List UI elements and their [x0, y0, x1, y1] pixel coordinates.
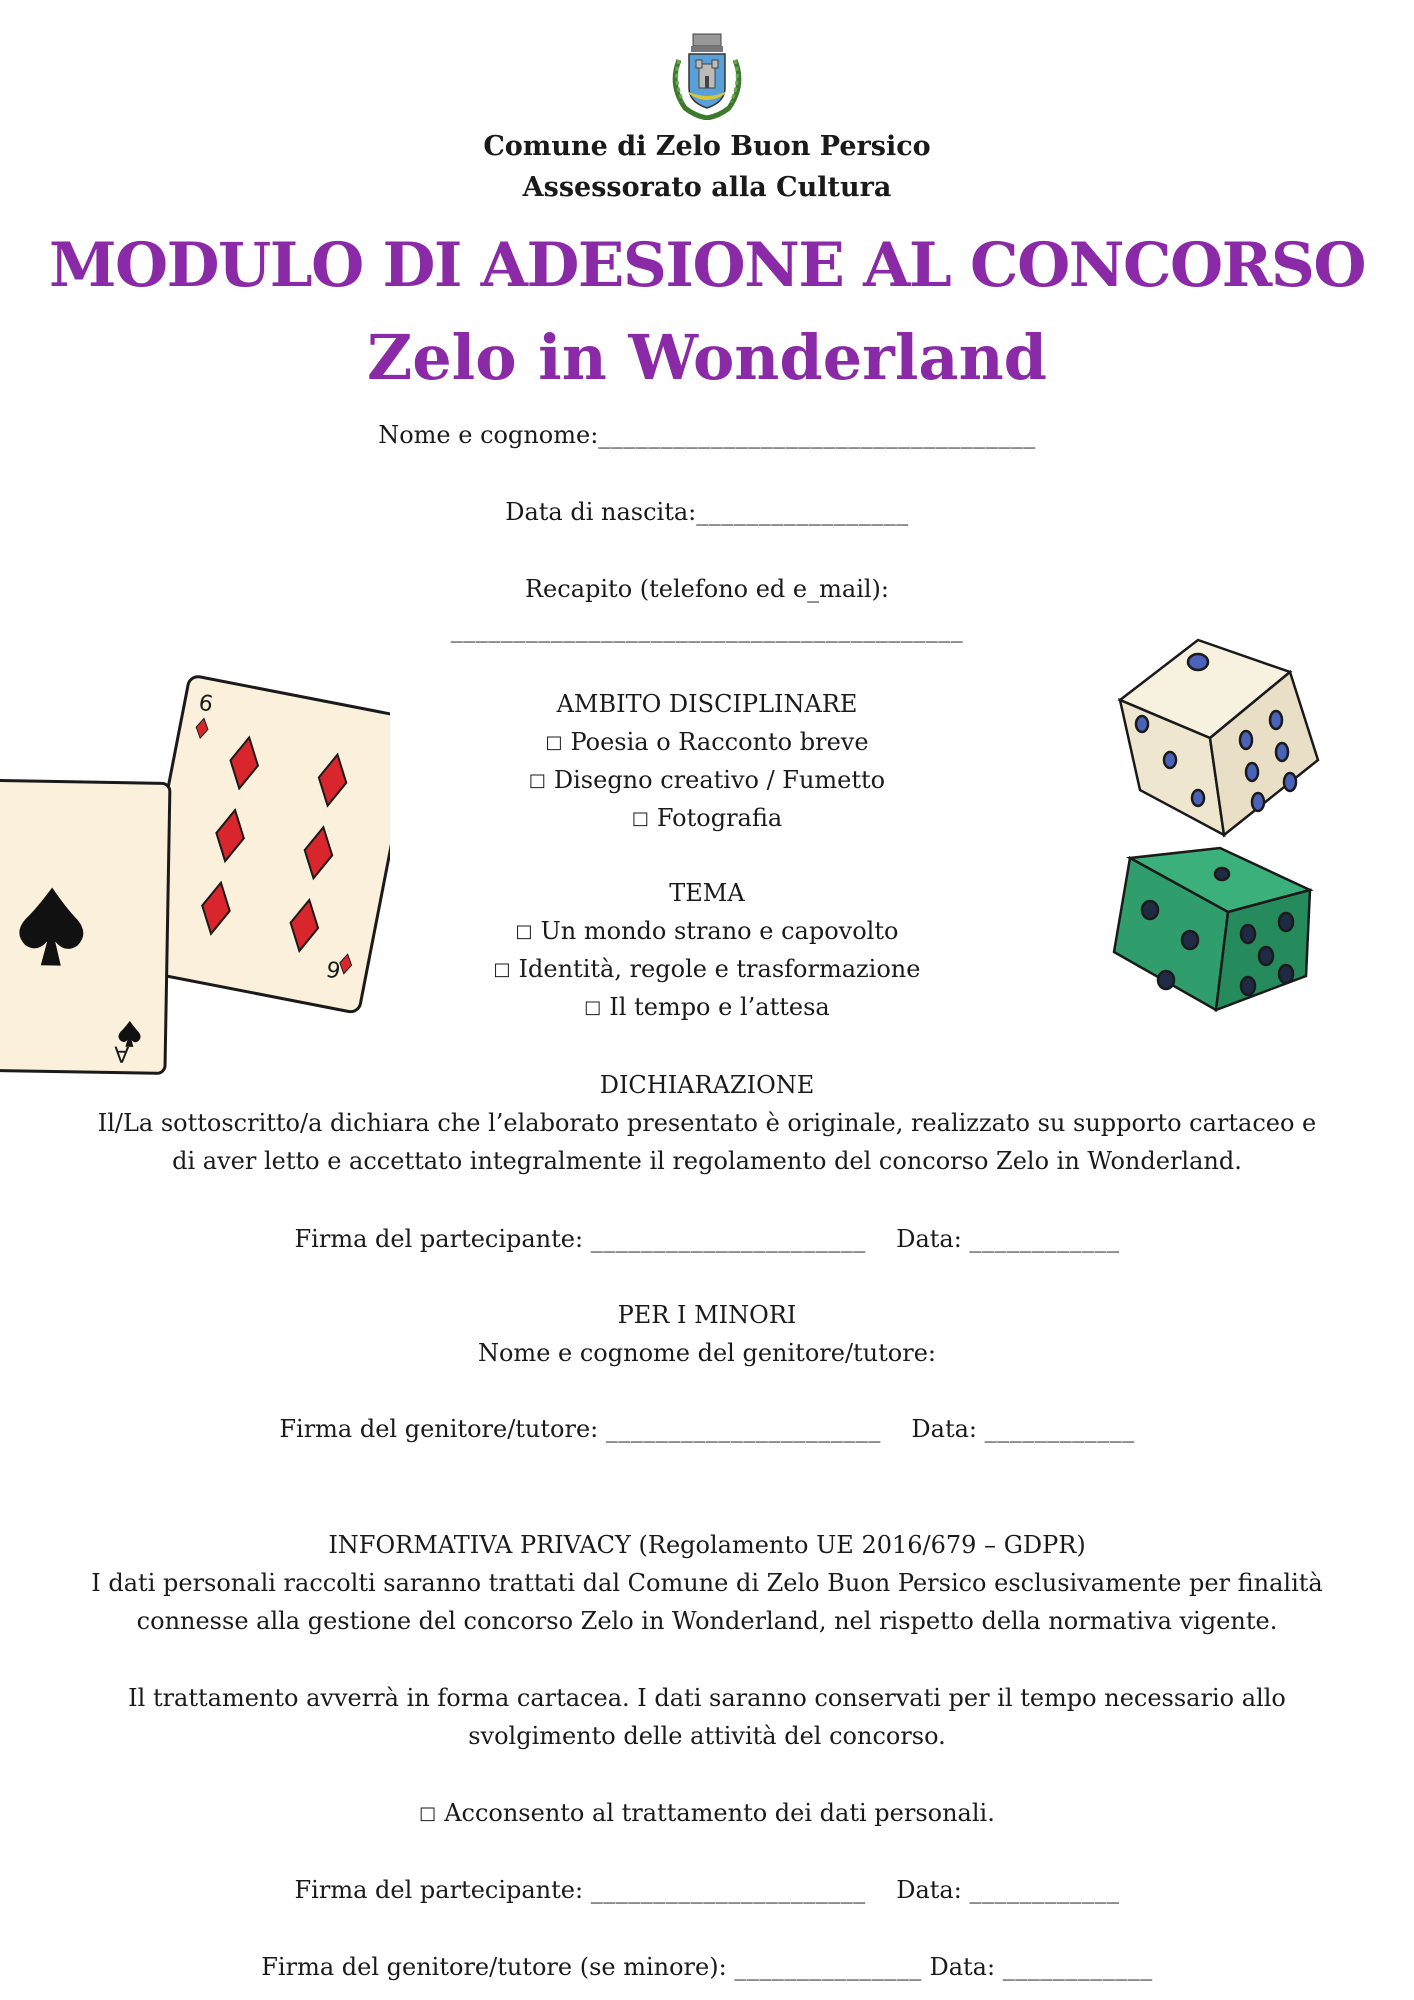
- tema-option-mondo[interactable]: [0, 914, 1414, 951]
- date-label: Data:: [896, 1225, 962, 1253]
- contest-name: Zelo in Wonderland: [366, 321, 1048, 394]
- tema-option-tempo[interactable]: [0, 990, 1414, 1027]
- date-label: Data:: [929, 1953, 996, 1981]
- date-label: Data:: [896, 1876, 962, 1904]
- signature-blank[interactable]: ______________________: [590, 1876, 866, 1904]
- name-blank[interactable]: ___________________________________: [598, 421, 1036, 449]
- date-blank[interactable]: ____________: [969, 1225, 1120, 1253]
- guardian-signature-blank[interactable]: ______________________: [605, 1415, 881, 1443]
- dichiarazione-text-1: Il/La sottoscritto/a dichiara che l’elaborato presentato è originale, realizzato su supporto cartaceo e: [97, 1109, 1317, 1137]
- checkbox-icon[interactable]: □: [528, 770, 546, 791]
- privacy-para1-line1: I dati personali raccolti saranno trattati dal Comune di Zelo Buon Persico esclusivamente per finalità: [91, 1569, 1323, 1597]
- participant-signature-row: [0, 1222, 1414, 1256]
- privacy-consent-label: Acconsento al trattamento dei dati personali.: [444, 1799, 995, 1827]
- date-blank[interactable]: ____________: [984, 1415, 1135, 1443]
- signature-label: Firma del partecipante:: [294, 1876, 584, 1904]
- ambito-option-label: Poesia o Racconto breve: [570, 728, 869, 756]
- signature-blank[interactable]: ______________________: [590, 1225, 866, 1253]
- checkbox-icon[interactable]: □: [493, 959, 511, 980]
- ambito-heading: AMBITO DISCIPLINARE: [556, 690, 858, 718]
- birth-date-field[interactable]: [0, 495, 1414, 529]
- birth-date-blank[interactable]: _________________: [696, 498, 909, 526]
- privacy-participant-signature-row: [0, 1873, 1414, 1907]
- date-blank[interactable]: ____________: [1002, 1953, 1153, 1981]
- privacy-para1-line2: connesse alla gestione del concorso Zelo in Wonderland, nel rispetto della normativa vigente.: [136, 1607, 1278, 1635]
- ambito-option-label: Disegno creativo / Fumetto: [553, 766, 886, 794]
- municipal-coat-of-arms-icon: [665, 30, 749, 120]
- checkbox-icon[interactable]: □: [545, 732, 563, 753]
- dichiarazione-text-2: di aver letto e accettato integralmente il regolamento del concorso Zelo in Wonderland.: [172, 1147, 1242, 1175]
- tema-option-label: Identità, regole e trasformazione: [518, 955, 921, 983]
- ambito-option-label: Fotografia: [656, 804, 783, 832]
- privacy-para2-line1: Il trattamento avverrà in forma cartacea. I dati saranno conservati per il tempo necessario allo: [128, 1684, 1286, 1712]
- svg-text:6: 6: [324, 954, 343, 982]
- guardian-signature-row: [0, 1412, 1414, 1446]
- guardian-signature-label: Firma del genitore/tutore:: [279, 1415, 599, 1443]
- checkbox-icon[interactable]: □: [631, 808, 649, 829]
- checkbox-icon[interactable]: □: [419, 1803, 437, 1824]
- department-name: Assessorato alla Cultura: [522, 172, 892, 203]
- contact-label: Recapito (telefono ed e_mail):: [524, 575, 889, 603]
- checkbox-icon[interactable]: □: [584, 997, 602, 1018]
- name-field[interactable]: [0, 418, 1414, 452]
- form-title: MODULO DI ADESIONE AL CONCORSO: [48, 230, 1366, 301]
- privacy-heading: INFORMATIVA PRIVACY (Regolamento UE 2016/679 – GDPR): [328, 1531, 1086, 1559]
- privacy-para2-line2: svolgimento delle attività del concorso.: [468, 1722, 946, 1750]
- guardian-signature-label: Firma del genitore/tutore (se minore):: [261, 1953, 727, 1981]
- guardian-signature-blank[interactable]: _______________: [734, 1953, 922, 1981]
- date-label: Data:: [911, 1415, 977, 1443]
- minori-heading: PER I MINORI: [617, 1301, 797, 1329]
- birth-date-label: Data di nascita:: [505, 498, 697, 526]
- dichiarazione-heading: DICHIARAZIONE: [599, 1071, 815, 1099]
- name-label: Nome e cognome:: [378, 421, 599, 449]
- cream-die: [1120, 640, 1318, 835]
- signature-label: Firma del partecipante:: [294, 1225, 584, 1253]
- svg-text:6: 6: [196, 690, 216, 718]
- date-blank[interactable]: ____________: [969, 1876, 1120, 1904]
- tema-option-label: Il tempo e l’attesa: [609, 993, 830, 1021]
- privacy-consent-option[interactable]: [0, 1796, 1414, 1833]
- privacy-guardian-signature-row: [0, 1950, 1414, 1984]
- svg-text:A: A: [113, 1040, 130, 1066]
- tema-option-label: Un mondo strano e capovolto: [540, 917, 899, 945]
- contact-blank[interactable]: _________________________________________: [450, 615, 964, 643]
- checkbox-icon[interactable]: □: [515, 921, 533, 942]
- municipality-name: Comune di Zelo Buon Persico: [483, 131, 931, 162]
- tema-heading: TEMA: [669, 879, 745, 907]
- guardian-name-label[interactable]: Nome e cognome del genitore/tutore:: [477, 1339, 936, 1367]
- tema-option-identita[interactable]: [0, 952, 1414, 989]
